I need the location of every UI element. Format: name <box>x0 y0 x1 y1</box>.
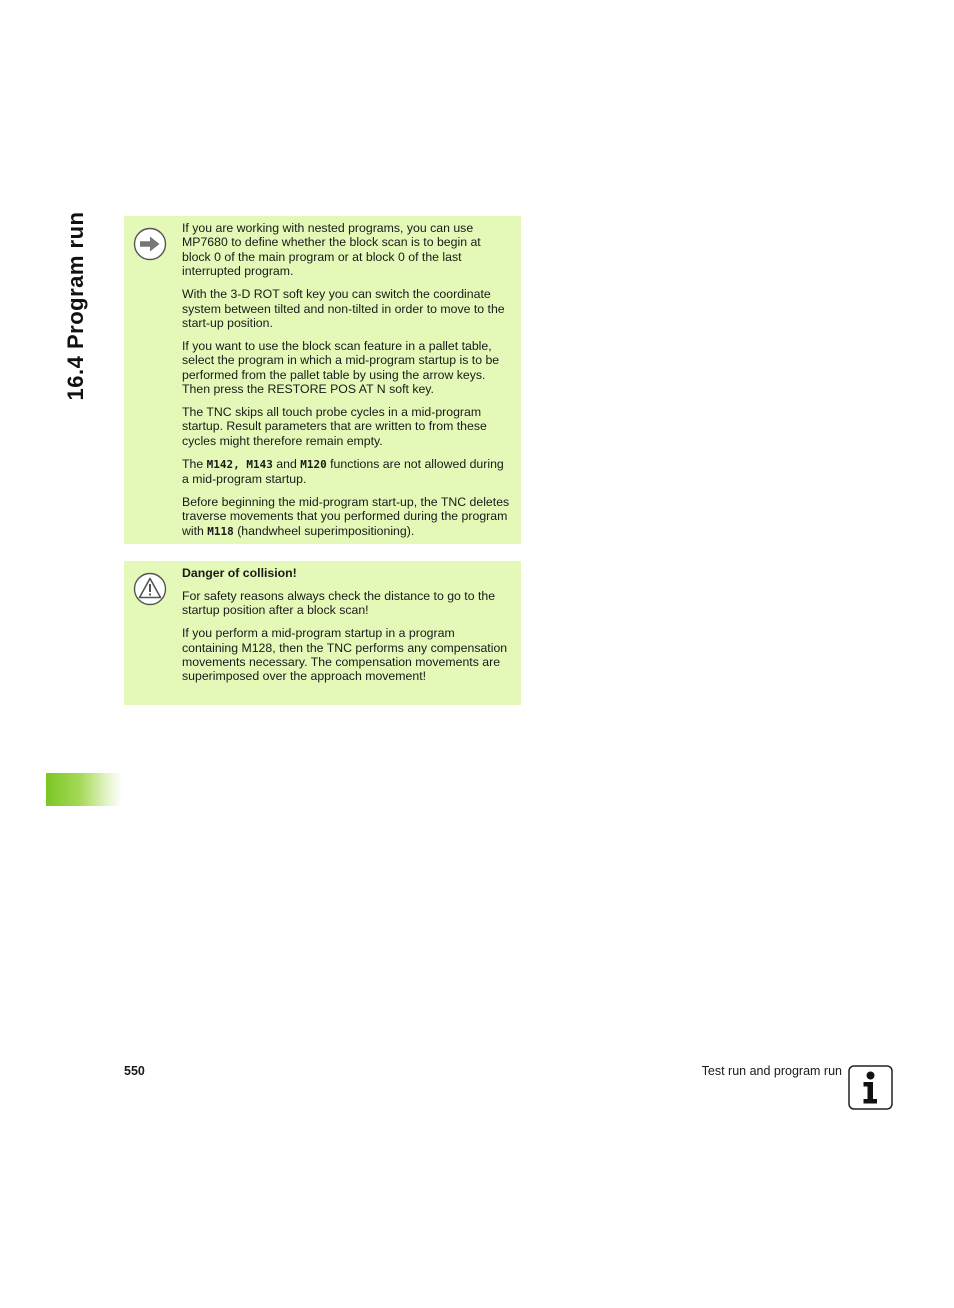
note-paragraph: With the 3-D ROT soft key you can switch the coordinate system between tilted and non-tilted in order to move to the start-up position. <box>182 287 505 330</box>
text-fragment: The <box>182 456 207 471</box>
page-number: 550 <box>124 1064 145 1078</box>
info-icon[interactable] <box>848 1065 893 1110</box>
note-paragraph-m118 <box>182 495 512 539</box>
info-note-text <box>182 221 512 548</box>
warning-heading: Danger of collision! <box>182 566 297 580</box>
text-fragment: functions are not allowed during a mid-program startup. <box>182 456 504 487</box>
note-paragraph: For safety reasons always check the distance to go to the startup position after a block scan! <box>182 588 496 618</box>
arrow-right-icon <box>133 227 167 261</box>
warning-note-text <box>182 566 512 692</box>
note-paragraph: If you want to use the block scan feature in a pallet table, select the program in which a mid-program startup is to be performed from the pallet table by using the arrow keys. Then press the RESTORE POS AT N soft key. <box>182 338 500 397</box>
note-paragraph: The TNC skips all touch probe cycles in a mid-program startup. Result parameters that are written to from these cycles might therefore remain empty. <box>182 404 487 448</box>
text-fragment: and <box>272 456 301 471</box>
text-fragment: (handwheel superimpositioning). <box>233 523 415 538</box>
m-function-code: M120 <box>300 457 327 471</box>
warning-note <box>124 561 521 705</box>
chapter-section-title: 16.4 Program run <box>63 211 88 401</box>
note-paragraph: If you are working with nested programs, you can use MP7680 to define whether the block scan is to begin at block 0 of the main program or at block 0 of the last interrupted program. <box>182 221 481 279</box>
warning-triangle-icon <box>133 572 167 606</box>
note-paragraph-mfunctions <box>182 457 512 487</box>
info-note <box>124 216 521 544</box>
m-function-code: M118 <box>207 524 234 538</box>
footer-chapter-title: Test run and program run <box>701 1064 842 1078</box>
text-fragment: Before beginning the mid-program start-up, the TNC deletes traverse movements that you performed during the program with <box>182 495 510 538</box>
note-paragraph: If you perform a mid-program startup in a program containing M128, then the TNC performs any compensation movements necessary. The compensation movements are superimposed over the approach movement! <box>182 626 508 684</box>
chapter-tab-marker <box>46 773 122 806</box>
m-function-code: M142, M143 <box>206 457 273 471</box>
